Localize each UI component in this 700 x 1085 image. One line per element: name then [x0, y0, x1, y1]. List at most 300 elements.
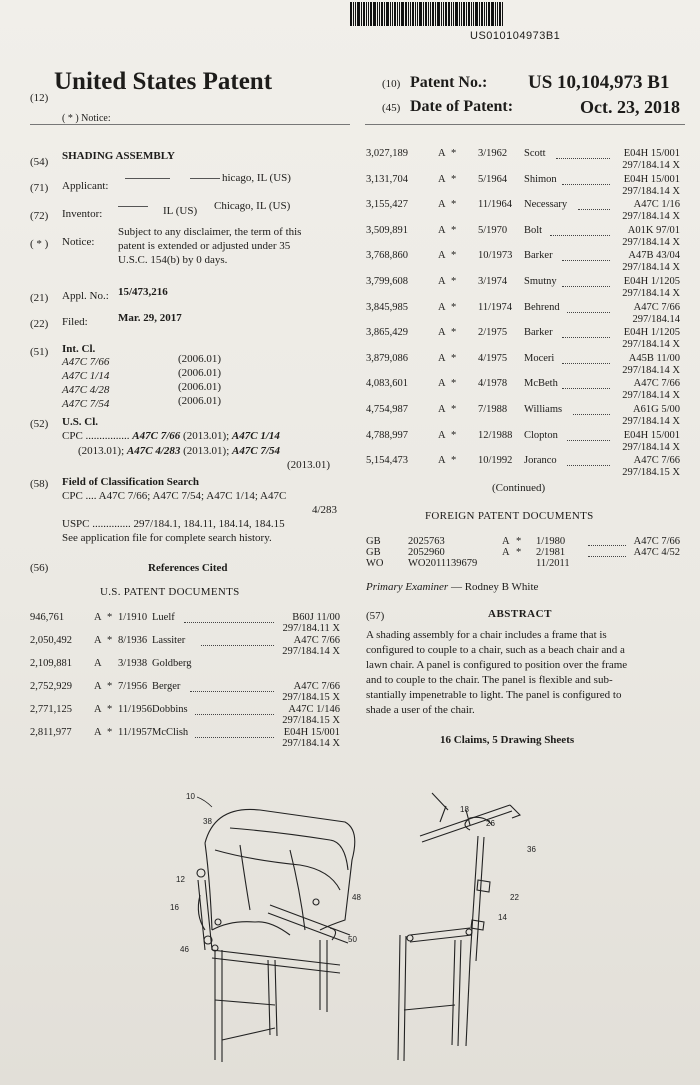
- barcode-bar: [428, 2, 429, 26]
- reference-row: [366, 327, 684, 353]
- reference-date: 4/1978: [478, 378, 507, 389]
- foreign-num: 2025763: [408, 536, 445, 547]
- foreign-docs-label: FOREIGN PATENT DOCUMENTS: [425, 510, 594, 522]
- leader-dots: [562, 278, 610, 287]
- intcl-year: (2006.01): [178, 353, 221, 365]
- reference-cls: A47C 7/66: [634, 378, 680, 389]
- reference-num: 2,771,125: [30, 704, 72, 715]
- patent-figure: [0, 770, 700, 1085]
- cpc-line-1: [62, 430, 280, 442]
- tag-72: (72): [30, 210, 48, 222]
- tag-52: (52): [30, 418, 48, 430]
- reference-cls: A01K 97/01: [628, 225, 680, 236]
- reference-star: *: [107, 727, 112, 738]
- reference-cls: E04H 15/001: [624, 174, 680, 185]
- cpc-code: A47C 7/66: [132, 430, 180, 442]
- reference-kind: A: [438, 276, 446, 287]
- barcode-bar: [473, 2, 474, 26]
- reference-cls: A47C 7/66: [634, 302, 680, 313]
- barcode-bar: [445, 2, 447, 26]
- reference-num: 2,752,929: [30, 681, 72, 692]
- ref-numeral-46: 46: [180, 945, 189, 954]
- reference-kind: A: [438, 430, 446, 441]
- reference-sub: 297/184.14 X: [622, 211, 680, 222]
- invention-title: SHADING ASSEMBLY: [62, 150, 175, 162]
- reference-num: 2,811,977: [30, 727, 72, 738]
- cpc-line-2: [78, 445, 280, 457]
- intcl-year: (2006.01): [178, 367, 221, 379]
- reference-name: Necessary: [524, 199, 567, 210]
- reference-kind: A: [94, 658, 102, 669]
- reference-cls: B60J 11/00: [292, 612, 340, 623]
- barcode-bar: [419, 2, 422, 26]
- ref-numeral-18: 18: [460, 805, 469, 814]
- reference-num: 5,154,473: [366, 455, 408, 466]
- reference-date: 4/1975: [478, 353, 507, 364]
- barcode-bar: [366, 2, 367, 26]
- filed-date: Mar. 29, 2017: [118, 312, 182, 324]
- abstract-line: A shading assembly for a chair includes a frame that is: [366, 628, 682, 643]
- barcode-bar: [502, 2, 503, 26]
- applicant-value: hicago, IL (US): [222, 172, 291, 184]
- reference-name: Williams: [524, 404, 562, 415]
- reference-name: Barker: [524, 250, 553, 261]
- patent-number: US 10,104,973 B1: [528, 72, 669, 94]
- barcode-number: US010104973B1: [470, 30, 560, 42]
- reference-num: 4,083,601: [366, 378, 408, 389]
- inventor-label: Inventor:: [62, 208, 102, 220]
- barcode-bar: [497, 2, 498, 26]
- barcode-bar: [486, 2, 487, 26]
- field-search-label: Field of Classification Search: [62, 476, 199, 488]
- reference-cls: E04H 15/001: [624, 430, 680, 441]
- barcode-bar: [448, 2, 450, 26]
- barcode-bar: [423, 2, 424, 26]
- reference-sub: 297/184.11 X: [283, 623, 340, 634]
- reference-num: 946,761: [30, 612, 64, 623]
- reference-row: [366, 225, 684, 251]
- reference-kind: A: [438, 250, 446, 261]
- ref-numeral-48: 48: [352, 893, 361, 902]
- barcode-bar: [397, 2, 398, 26]
- reference-sub: 297/184.15 X: [282, 715, 340, 726]
- reference-kind: A: [438, 404, 446, 415]
- reference-star: *: [451, 455, 456, 466]
- barcode-bar: [475, 2, 478, 26]
- reference-date: 10/1992: [478, 455, 512, 466]
- shaded-chair-drawing: [197, 809, 355, 1062]
- reference-date: 7/1988: [478, 404, 507, 415]
- reference-name: Luelf: [152, 612, 175, 623]
- leader-dots: [195, 706, 274, 715]
- cpc-code: A47C 7/54: [232, 445, 280, 457]
- cpc-year: (2013.01);: [183, 445, 229, 457]
- foreign-star: *: [516, 536, 521, 547]
- abstract-line: configured to couple to a chair, such as a beach chair and a: [366, 643, 682, 658]
- reference-date: 11/1974: [478, 302, 512, 313]
- continued-label: (Continued): [492, 482, 545, 494]
- reference-date: 8/1936: [118, 635, 147, 646]
- reference-row: [30, 727, 350, 750]
- reference-row: [366, 250, 684, 276]
- reference-row: [366, 276, 684, 302]
- reference-date: 7/1956: [118, 681, 147, 692]
- reference-date: 10/1973: [478, 250, 512, 261]
- reference-kind: A: [94, 612, 102, 623]
- reference-row: [30, 612, 350, 635]
- ref-numeral-36: 36: [527, 845, 536, 854]
- reference-row: [30, 635, 350, 658]
- reference-kind: A: [438, 378, 446, 389]
- reference-kind: A: [94, 635, 102, 646]
- leader-dots: [195, 729, 274, 738]
- barcode-bar: [484, 2, 485, 26]
- ref-numeral-14: 14: [498, 913, 507, 922]
- reference-date: 11/1957: [118, 727, 152, 738]
- reference-star: *: [451, 353, 456, 364]
- reference-sub: 297/184.14 X: [622, 288, 680, 299]
- reference-star: *: [451, 327, 456, 338]
- barcode-bar: [401, 2, 404, 26]
- tag-71: (71): [30, 182, 48, 194]
- cpc-year: (2013.01);: [183, 430, 229, 442]
- leader-dots: [550, 227, 610, 236]
- document-title: United States Patent: [54, 68, 272, 96]
- reference-date: 1/1910: [118, 612, 147, 623]
- intcl-year: (2006.01): [178, 381, 221, 393]
- reference-date: 3/1938: [118, 658, 147, 669]
- reference-num: 4,754,987: [366, 404, 408, 415]
- leader-dots: [556, 150, 610, 159]
- leader-dots: [190, 683, 274, 692]
- header-rule-left: [30, 124, 350, 125]
- reference-num: 3,879,086: [366, 353, 408, 364]
- patent-no-label: Patent No.:: [410, 74, 487, 92]
- barcode-bar: [425, 2, 427, 26]
- foreign-cls: A47C 7/66: [634, 536, 680, 547]
- barcode-bar: [377, 2, 378, 26]
- reference-num: 2,050,492: [30, 635, 72, 646]
- leader-dots: [588, 548, 626, 557]
- reference-kind: A: [438, 148, 446, 159]
- reference-star: *: [107, 681, 112, 692]
- reference-date: 2/1975: [478, 327, 507, 338]
- reference-num: 3,509,891: [366, 225, 408, 236]
- ref-numeral-10: 10: [186, 792, 195, 801]
- reference-row: [366, 455, 684, 481]
- barcode-bar: [451, 2, 452, 26]
- reference-star: *: [451, 199, 456, 210]
- barcode-bar: [453, 2, 454, 26]
- reference-row: [30, 704, 350, 727]
- reference-name: Joranco: [524, 455, 557, 466]
- reference-cls: E04H 1/1205: [624, 276, 680, 287]
- reference-row: [30, 658, 350, 681]
- barcode-bar: [430, 2, 431, 26]
- reference-kind: A: [438, 302, 446, 313]
- tag-51: (51): [30, 346, 48, 358]
- uscl-label: U.S. Cl.: [62, 416, 98, 428]
- reference-name: Behrend: [524, 302, 560, 313]
- barcode-bar: [437, 2, 440, 26]
- reference-row: [366, 378, 684, 404]
- reference-date: 5/1964: [478, 174, 507, 185]
- patent-date: Oct. 23, 2018: [580, 97, 680, 118]
- tag-58: (58): [30, 478, 48, 490]
- see-application: See application file for complete search history.: [62, 532, 272, 544]
- cpc-line-3: (2013.01): [287, 459, 330, 471]
- reference-date: 11/1964: [478, 199, 512, 210]
- reference-name: Bolt: [524, 225, 542, 236]
- field-search-cpc-2: 4/283: [312, 504, 337, 516]
- ref-numeral-16: 16: [170, 903, 179, 912]
- reference-name: Goldberg: [152, 658, 191, 669]
- abstract-line: and to couple to the chair. The panel is flexible and sub-: [366, 673, 682, 688]
- foreign-country: GB: [366, 547, 381, 558]
- barcode-bar: [479, 2, 480, 26]
- appl-number: 15/473,216: [118, 286, 168, 298]
- intcl-year: (2006.01): [178, 395, 221, 407]
- foreign-num: 2052960: [408, 547, 445, 558]
- reference-name: Clopton: [524, 430, 558, 441]
- reference-kind: A: [438, 455, 446, 466]
- reference-row: [366, 404, 684, 430]
- barcode-bar: [350, 2, 352, 26]
- reference-sub: 297/184.14 X: [622, 237, 680, 248]
- reference-num: 3,131,704: [366, 174, 408, 185]
- reference-cls: A47C 7/66: [294, 681, 340, 692]
- notice-label: Notice:: [62, 236, 94, 248]
- reference-star: *: [451, 430, 456, 441]
- reference-star: *: [107, 635, 112, 646]
- reference-cls: E04H 15/001: [284, 727, 340, 738]
- barcode-bar: [499, 2, 501, 26]
- leader-dots: [567, 432, 610, 441]
- reference-date: 12/1988: [478, 430, 512, 441]
- uspc-dots: ..............: [92, 518, 131, 530]
- reference-kind: A: [438, 327, 446, 338]
- reference-cls: E04H 1/1205: [624, 327, 680, 338]
- barcode-bar: [463, 2, 465, 26]
- barcode-bar: [488, 2, 490, 26]
- reference-row: [366, 199, 684, 225]
- barcode-bar: [441, 2, 442, 26]
- reference-date: 11/1956: [118, 704, 152, 715]
- abstract-line: shade a user of the chair.: [366, 703, 682, 718]
- barcode-bar: [379, 2, 380, 26]
- reference-sub: 297/184.14 X: [622, 186, 680, 197]
- reference-num: 4,788,997: [366, 430, 408, 441]
- ref-numeral-26: 26: [486, 819, 495, 828]
- cpc-year: (2013.01);: [78, 445, 124, 457]
- reference-num: 3,768,860: [366, 250, 408, 261]
- reference-sub: 297/184.15 X: [622, 467, 680, 478]
- reference-cls: A47B 43/04: [628, 250, 680, 261]
- reference-name: Dobbins: [152, 704, 188, 715]
- tag-45: (45): [382, 102, 400, 114]
- barcode-bar: [353, 2, 354, 26]
- leader-dots: [201, 637, 274, 646]
- leader-dots: [562, 355, 610, 364]
- reference-star: *: [451, 174, 456, 185]
- tag-21: (21): [30, 292, 48, 304]
- reference-sub: 297/184.14 X: [622, 416, 680, 427]
- reference-kind: A: [94, 681, 102, 692]
- intcl-code: A47C 7/54: [62, 398, 109, 410]
- reference-star: *: [107, 704, 112, 715]
- reference-cls: A47C 7/66: [634, 455, 680, 466]
- leader-dots: [562, 176, 610, 185]
- notice-line-1: Subject to any disclaimer, the term of this: [118, 226, 301, 238]
- barcode-bar: [471, 2, 472, 26]
- reference-row: [30, 681, 350, 704]
- barcode-bar: [408, 2, 409, 26]
- cpc-code: A47C 4/283: [127, 445, 180, 457]
- reference-name: McClish: [152, 727, 188, 738]
- reference-num: 3,155,427: [366, 199, 408, 210]
- reference-sub: 297/184.14 X: [282, 646, 340, 657]
- tag-10: (10): [382, 78, 400, 90]
- reference-date: 5/1970: [478, 225, 507, 236]
- abstract-label: ABSTRACT: [488, 608, 552, 620]
- reference-num: 3,845,985: [366, 302, 408, 313]
- foreign-country: GB: [366, 536, 381, 547]
- reference-cls: A45B 11/00: [629, 353, 680, 364]
- reference-num: 3,799,608: [366, 276, 408, 287]
- date-label: Date of Patent:: [410, 98, 513, 116]
- reference-cls: A47C 1/146: [288, 704, 340, 715]
- foreign-cls: A47C 4/52: [634, 547, 680, 558]
- reference-date: 3/1962: [478, 148, 507, 159]
- field-search-cpc: CPC .... A47C 7/66; A47C 7/54; A47C 1/14; A47C: [62, 490, 286, 502]
- reference-kind: A: [438, 199, 446, 210]
- ref-numeral-12: 12: [176, 875, 185, 884]
- reference-star: *: [451, 404, 456, 415]
- barcode-bar: [412, 2, 414, 26]
- ref-numeral-50: 50: [348, 935, 357, 944]
- reference-name: Shimon: [524, 174, 557, 185]
- reference-name: Berger: [152, 681, 180, 692]
- reference-star: *: [451, 276, 456, 287]
- leader-dots: [578, 201, 610, 210]
- intcl-code: A47C 4/28: [62, 384, 109, 396]
- reference-name: Moceri: [524, 353, 554, 364]
- notice-line-2: patent is extended or adjusted under 35: [118, 240, 290, 252]
- intcl-label: Int. Cl.: [62, 343, 95, 355]
- leader-dots: [562, 329, 610, 338]
- tag-notice: ( * ): [30, 238, 48, 250]
- barcode-bar: [461, 2, 462, 26]
- foreign-kind: A: [502, 547, 510, 558]
- foreign-date: 2/1981: [536, 547, 565, 558]
- leader-dots: [567, 457, 610, 466]
- barcode-bar: [455, 2, 458, 26]
- cpc-dots: ................: [86, 430, 130, 442]
- leader-dots: [562, 252, 610, 261]
- reference-row: [366, 174, 684, 200]
- foreign-date: 1/1980: [536, 536, 565, 547]
- reference-kind: A: [94, 704, 102, 715]
- barcode-bar: [466, 2, 467, 26]
- tag-22: (22): [30, 318, 48, 330]
- reference-row: [366, 302, 684, 328]
- reference-kind: A: [438, 225, 446, 236]
- leader-dots: [573, 406, 610, 415]
- barcode-bar: [390, 2, 391, 26]
- reference-sub: 297/184.14 X: [622, 365, 680, 376]
- reference-star: *: [451, 378, 456, 389]
- reference-num: 3,027,189: [366, 148, 408, 159]
- reference-kind: A: [94, 727, 102, 738]
- abstract-line: stantially impenetrable to light. The panel is configured to: [366, 688, 682, 703]
- barcode-bar: [468, 2, 470, 26]
- reference-star: *: [451, 302, 456, 313]
- barcode-bar: [357, 2, 360, 26]
- references-cited-label: References Cited: [148, 562, 228, 574]
- barcode-bar: [355, 2, 356, 26]
- reference-row: [366, 430, 684, 456]
- notice-line-3: U.S.C. 154(b) by 0 days.: [118, 254, 227, 266]
- barcode-bar: [384, 2, 385, 26]
- tag-57: (57): [366, 610, 384, 622]
- reference-star: *: [451, 148, 456, 159]
- reference-sub: 297/184.14 X: [622, 262, 680, 273]
- appl-label: Appl. No.:: [62, 290, 109, 302]
- leader-dots: [184, 614, 274, 623]
- reference-row: [366, 353, 684, 379]
- uspc-line: [62, 518, 285, 530]
- reference-sub: 297/184.15 X: [282, 692, 340, 703]
- barcode-bar: [435, 2, 436, 26]
- inventor-value: IL (US): [163, 205, 197, 217]
- cpc-label: CPC: [62, 430, 83, 442]
- filed-label: Filed:: [62, 316, 88, 328]
- barcode-bar: [410, 2, 411, 26]
- header-rule-right: [365, 124, 685, 125]
- redaction-line: [118, 206, 148, 207]
- reference-cls: A47C 7/66: [294, 635, 340, 646]
- reference-date: 3/1974: [478, 276, 507, 287]
- leader-dots: [562, 380, 610, 389]
- reference-sub: 297/184.14 X: [622, 339, 680, 350]
- leader-dots: [588, 537, 626, 546]
- barcode-bar: [491, 2, 494, 26]
- barcode-bar: [361, 2, 362, 26]
- abstract-line: lawn chair. A panel is configured to position over the frame: [366, 658, 682, 673]
- barcode-bar: [373, 2, 376, 26]
- ref-numeral-38: 38: [203, 817, 212, 826]
- reference-sub: 297/184.14: [632, 314, 680, 325]
- reference-name: Smutny: [524, 276, 557, 287]
- barcode-bar: [443, 2, 444, 26]
- barcode-bar: [386, 2, 389, 26]
- reference-cls: A61G 5/00: [633, 404, 680, 415]
- foreign-date: 11/2011: [536, 558, 570, 569]
- patent-page: [0, 0, 700, 1085]
- examiner-label: Primary Examiner: [366, 581, 448, 593]
- examiner-line: [366, 581, 538, 593]
- barcode-bar: [399, 2, 400, 26]
- reference-sub: 297/184.14 X: [282, 738, 340, 749]
- foreign-country: WO: [366, 558, 384, 569]
- reference-name: Barker: [524, 327, 553, 338]
- us-patent-docs-label: U.S. PATENT DOCUMENTS: [100, 586, 240, 598]
- reference-sub: 297/184.14 X: [622, 442, 680, 453]
- foreign-star: *: [516, 547, 521, 558]
- redaction-line: [125, 178, 170, 179]
- reference-row: [366, 148, 684, 174]
- tag-12: (12): [30, 92, 48, 104]
